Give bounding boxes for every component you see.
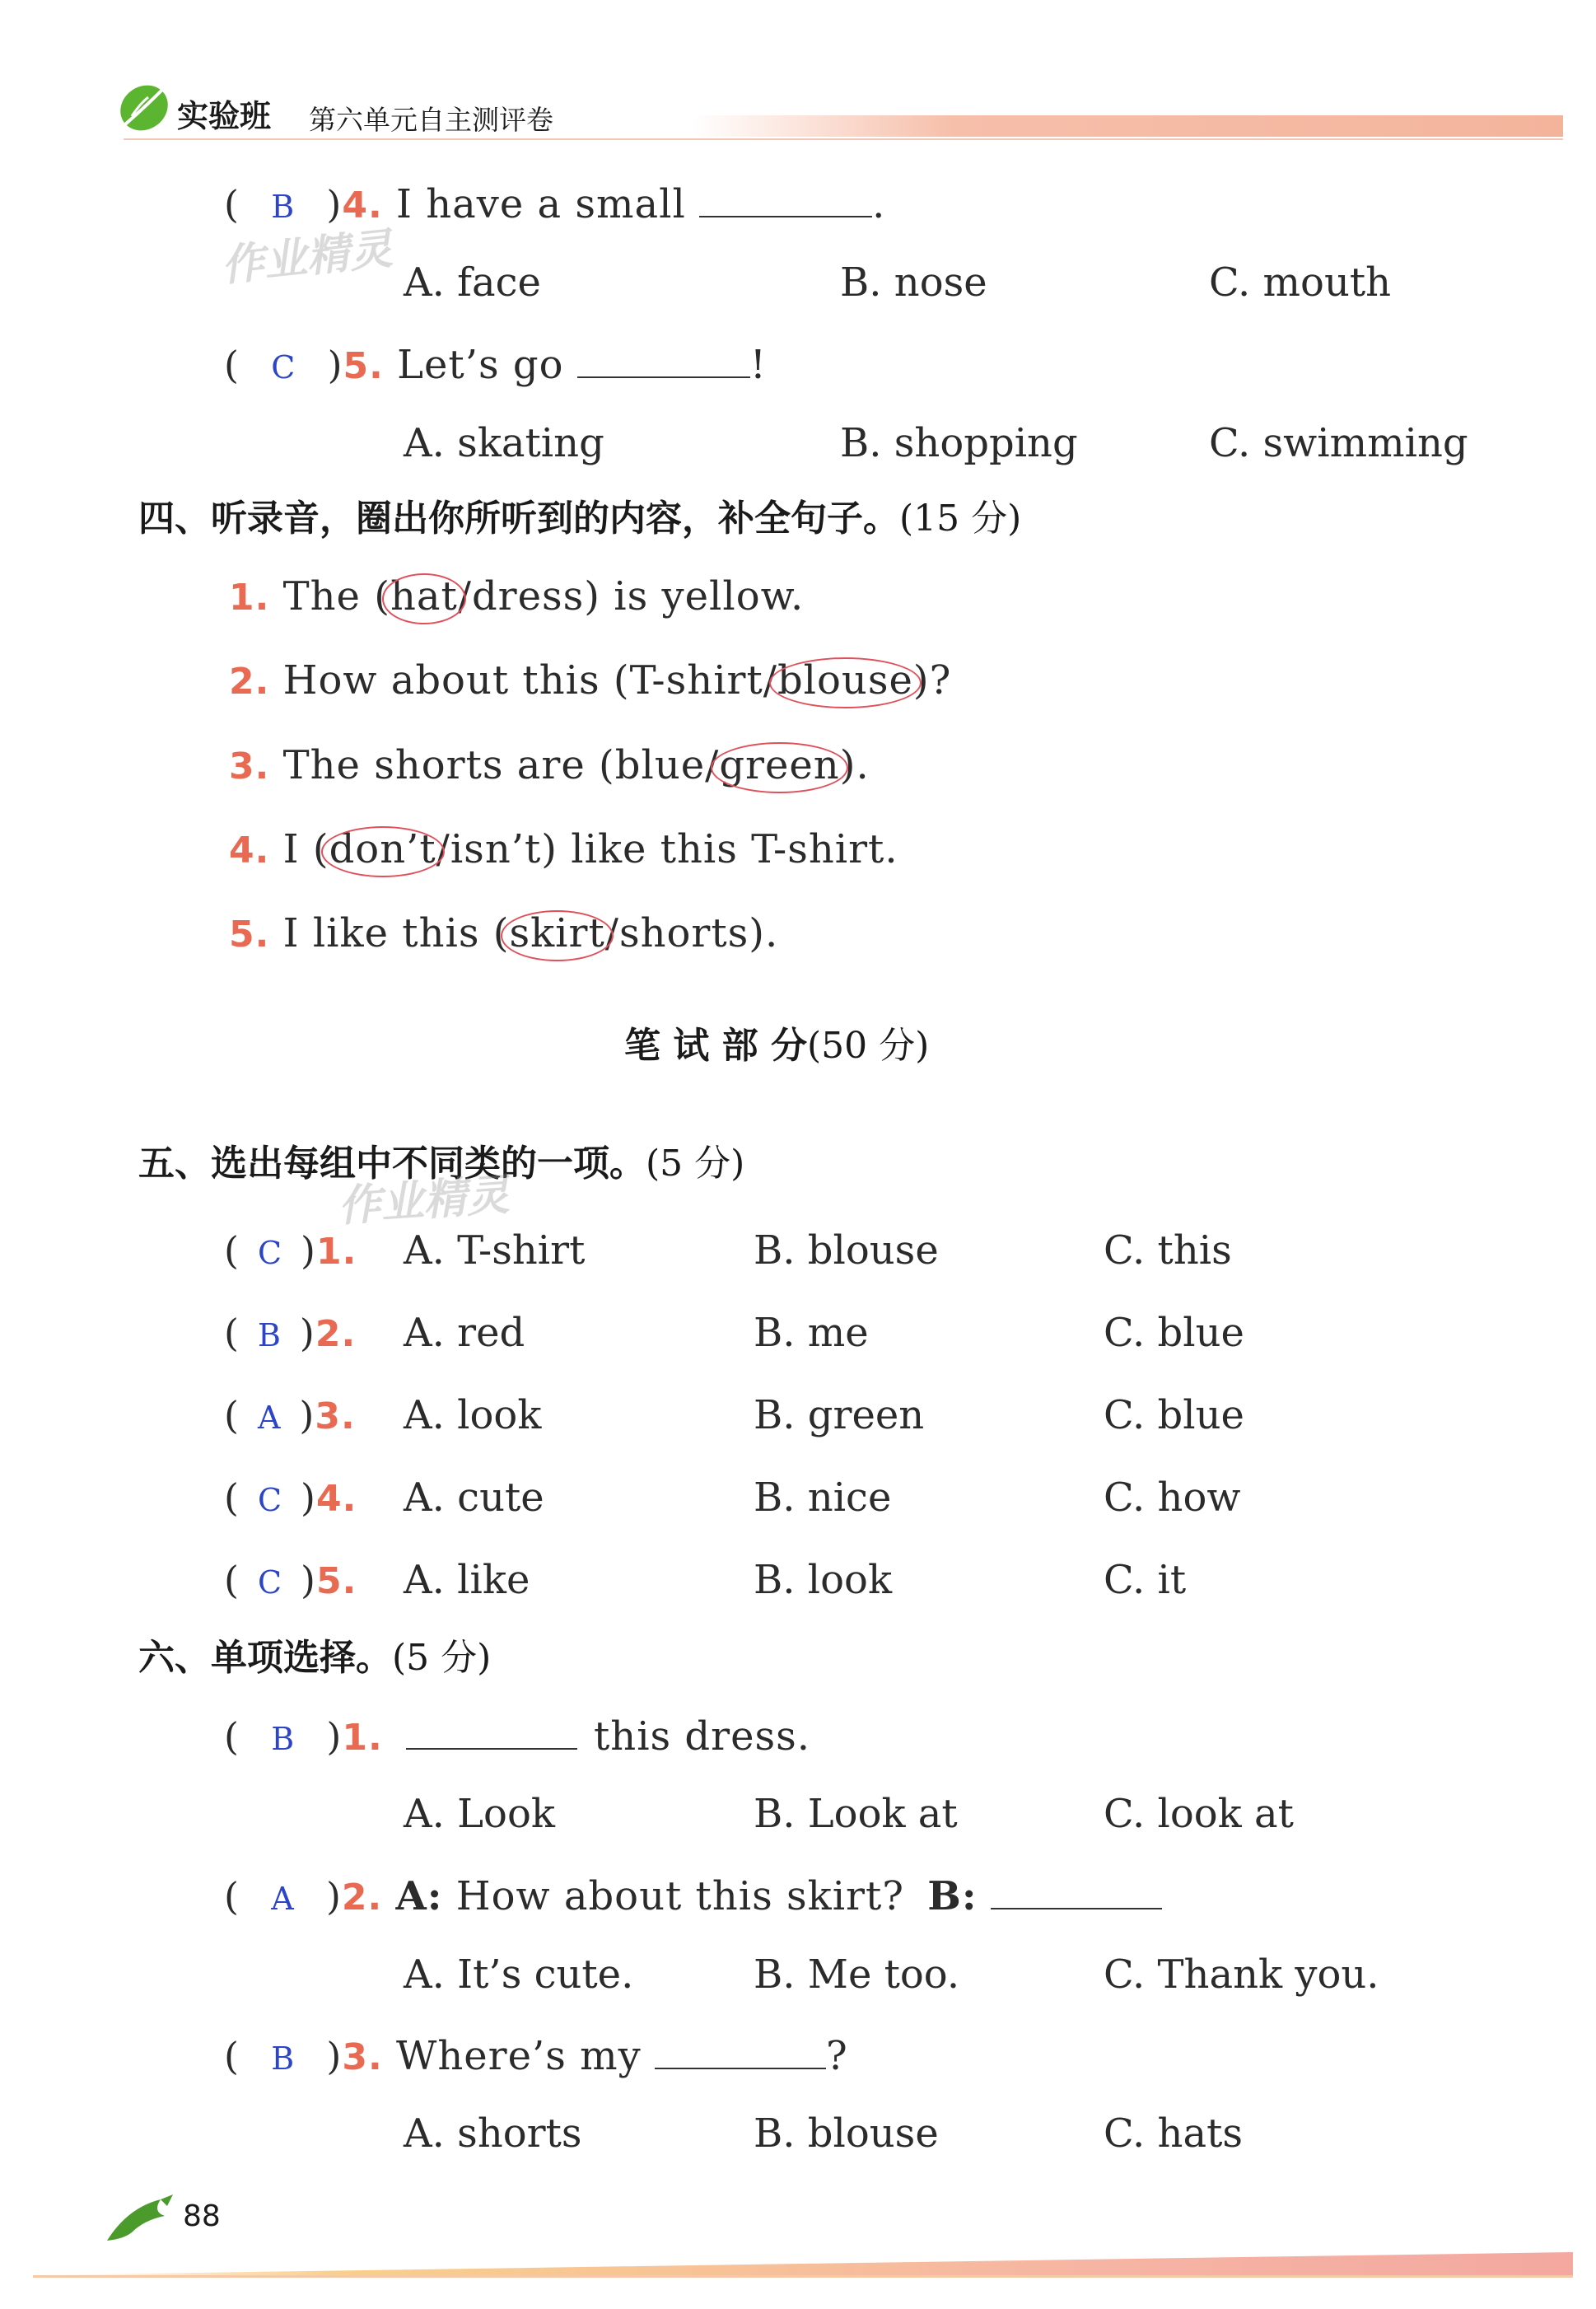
leaf-logo-icon [115,79,173,137]
option-b: B. Look at [754,1791,958,1837]
answer-blank [991,1908,1162,1909]
part-title: 笔 试 部 分(50 分) [624,1025,930,1067]
option-c: C. blue [1104,1392,1244,1438]
question-row: ( B )1. this dress. [224,1713,811,1760]
header-rule [124,138,1563,140]
footer-band [33,2242,1573,2275]
question-number: 3. [315,1395,356,1437]
answer-mark: B [257,1317,282,1353]
choice-word: blue [614,742,706,788]
question-number: 4. [342,185,383,227]
choice-word: dress [471,573,585,619]
option-c: C. mouth [1209,259,1392,306]
option-a: A. Look [404,1791,555,1837]
answer-mark: C [257,1482,283,1518]
option-a: A. shorts [404,2110,582,2157]
option-c: C. blue [1104,1310,1244,1356]
choice-word: T-shirt [629,657,763,703]
listening-item: 4. I (don’t/isn’t) like this T-shirt. [229,826,898,872]
option-c: C. Thank you. [1104,1951,1379,1998]
answer-mark: C [257,1564,283,1601]
section-heading: 四、听录音，圈出你所听到的内容，补全句子。(15 分) [138,498,1022,540]
answer-mark: C [271,349,296,386]
question-row: ( C )1. [224,1228,357,1273]
option-b: B. Me too. [754,1951,960,1998]
listening-item: 3. The shorts are (blue/green). [229,742,870,788]
question-stem: How about this skirt? [455,1873,905,1919]
option-a: A. like [404,1557,530,1603]
item-number: 1. [229,577,270,619]
option-c: C. look at [1104,1791,1294,1837]
option-a: A. skating [404,420,604,466]
item-number: 4. [229,830,270,872]
question-stem: I have a small [395,181,686,227]
footer-rule [33,2275,1573,2278]
circled-word: blouse [777,657,913,703]
question-row: ( C )5. Let’s go ! [224,342,768,388]
option-b: B. shopping [840,420,1078,466]
question-row: ( C )4. [224,1475,357,1520]
question-number: 5. [343,345,384,387]
watermark: 作业精灵 [336,1170,511,1232]
dolphin-icon [103,2191,177,2249]
question-row: ( B )4. I have a small . [224,181,886,227]
header-subtitle: 第六单元自主测评卷 [309,104,553,136]
answer-mark: B [271,189,296,225]
option-b: B. me [754,1310,869,1356]
option-a: A. T-shirt [404,1227,586,1274]
choice-word: isn’t [450,826,542,872]
question-row: ( C )5. [224,1558,357,1602]
listening-item: 2. How about this (T-shirt/blouse)? [229,657,952,703]
circled-word: don’t [329,826,436,872]
answer-blank [699,216,872,217]
option-c: C. this [1104,1227,1232,1274]
answer-blank [577,376,750,378]
answer-mark: B [271,2040,296,2077]
speaker-a-label: A: [395,1873,443,1919]
option-c: C. it [1104,1557,1187,1603]
brand-title: 实验班 [177,98,272,134]
circled-word: hat [390,573,458,619]
speaker-b-label: B: [927,1873,978,1919]
question-number: 5. [315,1560,357,1602]
option-b: B. blouse [754,1227,939,1274]
page-number: 88 [183,2199,221,2233]
answer-mark: A [271,1881,295,1917]
item-number: 3. [229,746,270,788]
option-b: B. nose [840,259,987,306]
question-number: 2. [315,1313,357,1355]
option-a: A. look [404,1392,542,1438]
section-heading: 六、单项选择。(5 分) [138,1637,492,1679]
option-a: A. cute [404,1475,544,1521]
item-number: 5. [229,914,270,956]
answer-mark: A [257,1400,282,1436]
listening-item: 5. I like this (skirt/shorts). [229,910,779,956]
question-number: 1. [342,1717,383,1759]
question-stem: this dress. [593,1713,811,1760]
header-band [692,115,1563,137]
question-number: 1. [315,1231,357,1273]
question-number: 4. [315,1478,357,1520]
option-c: C. how [1104,1475,1241,1521]
answer-mark: B [271,1721,296,1757]
option-a: A. It’s cute. [404,1951,634,1998]
question-row: ( A )2. A: How about this skirt? B: [224,1872,1162,1923]
section-heading: 五、选出每组中不同类的一项。(5 分) [138,1143,745,1185]
question-row: ( B )3. Where’s my ? [224,2033,848,2079]
option-c: C. swimming [1209,420,1468,466]
question-stem: Where’s my [395,2033,642,2079]
question-number: 3. [342,2036,383,2078]
answer-mark: C [257,1235,283,1271]
answer-blank [655,2068,826,2069]
choice-word: shorts [618,910,749,956]
option-b: B. look [754,1557,893,1603]
question-stem: Let’s go [397,342,564,388]
option-b: B. green [754,1392,925,1438]
answer-blank [406,1748,577,1750]
option-b: B. blouse [754,2110,939,2157]
circled-word: green [719,742,840,788]
question-row: ( A )3. [224,1393,356,1437]
item-number: 2. [229,661,270,703]
watermark: 作业精灵 [219,224,395,292]
option-b: B. nice [754,1475,892,1521]
circled-word: skirt [509,910,605,956]
option-c: C. hats [1104,2110,1243,2157]
question-number: 2. [341,1877,383,1919]
question-row: ( B )2. [224,1311,357,1355]
option-a: A. red [404,1310,525,1356]
option-a: A. face [404,259,541,306]
listening-item: 1. The (hat/dress) is yellow. [229,573,805,619]
